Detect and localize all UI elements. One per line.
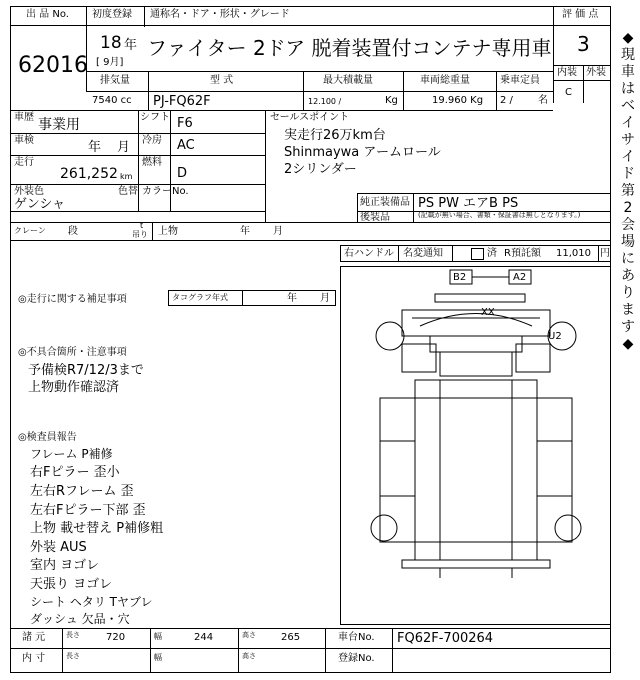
- recycle-value: 11,010: [556, 248, 591, 259]
- capacity: 2 /: [500, 95, 513, 106]
- reg-year-unit: 年: [124, 38, 138, 53]
- tacho-label: タコグラフ年式: [172, 293, 228, 302]
- side-text-char: 第: [621, 183, 635, 199]
- reg-label: 初度登録: [92, 9, 132, 20]
- color-no-label: カラーNo.: [142, 186, 189, 197]
- name-change-label: 名変通知: [403, 248, 443, 259]
- model-name: ファイター 2ドア 脱着装置付コンテナ専用車: [147, 36, 552, 60]
- aftermarket-label: 後装品: [360, 212, 390, 223]
- aftermarket-note: (記載が無い場合、書類・保証書は無しとなります。): [418, 211, 581, 219]
- type-label: 型 式: [210, 75, 234, 86]
- interior-dims-label: 内 寸: [22, 653, 46, 664]
- inspection-label: 車検: [14, 135, 34, 146]
- interior-label: 内装: [557, 67, 577, 78]
- body-label: 上物: [158, 226, 178, 237]
- inspector-line: ダッシュ 欠品・穴: [30, 612, 130, 626]
- side-text-char: サ: [621, 132, 635, 148]
- crane-stage: 段: [68, 226, 78, 237]
- lot-no-label: 出 品 No.: [26, 9, 69, 20]
- gross-weight-label: 車両総重量: [420, 75, 470, 86]
- capacity-unit: 名: [538, 95, 548, 106]
- reg-year: 18: [100, 33, 122, 53]
- inspector-title: ◎検査員報告: [18, 432, 77, 443]
- side-text-char: ◆: [622, 336, 634, 352]
- type: PJ-FQ62F: [153, 94, 211, 109]
- defect-line: 上物動作確認済: [28, 380, 120, 395]
- inspector-line: フレーム P補修: [30, 447, 113, 461]
- equipment-label: 純正装備品: [360, 197, 410, 208]
- in-length-label: 長さ: [66, 652, 80, 660]
- side-text-char: 2: [623, 200, 633, 216]
- sales-line-2: Shinmaywa アームロール: [284, 145, 441, 160]
- gross-weight: 19.960 Kg: [432, 95, 484, 106]
- model-label: 通称名・ドア・形状・グレード: [150, 9, 290, 20]
- recycle-label: R預託額: [504, 248, 541, 259]
- crane-lift: 吊り: [132, 230, 148, 239]
- side-text-char: り: [621, 285, 635, 301]
- shift-label: シフト: [140, 112, 170, 123]
- name-change-done: 済: [487, 248, 497, 259]
- side-text-char: ベ: [621, 98, 635, 114]
- reg-month: [ 9月]: [96, 57, 124, 68]
- mileage: 261,252: [60, 166, 118, 182]
- handle-side: 右ハンドル: [344, 248, 394, 259]
- vehicle-diagram: [340, 266, 611, 625]
- rating-value: 3: [577, 32, 590, 56]
- inspector-line: 上物 載せ替え P補修粗: [30, 521, 164, 536]
- damage-a2: A2: [513, 272, 527, 283]
- reg-no-label: 登録No.: [338, 653, 375, 664]
- capacity-label: 乗車定員: [500, 75, 540, 86]
- fuel: D: [177, 166, 188, 181]
- side-text-char: に: [621, 251, 635, 267]
- crane-label: クレーン: [14, 226, 46, 235]
- damage-u2: U2: [548, 331, 562, 342]
- body-month-unit: 月: [273, 226, 283, 237]
- exterior-label: 外装: [586, 67, 606, 78]
- inspector-line: 外装 AUS: [30, 540, 87, 555]
- mileage-label: 走行: [14, 157, 34, 168]
- sales-line-3: 2シリンダー: [284, 162, 357, 177]
- displacement: 7540 cc: [92, 95, 132, 106]
- fuel-label: 燃料: [142, 157, 162, 168]
- color-change-label: 色替: [118, 186, 138, 197]
- inspector-line: 左右Fピラー下部 歪: [30, 503, 146, 518]
- rating-label: 評 価 点: [562, 9, 599, 20]
- side-text-char: ド: [621, 166, 635, 182]
- length-label: 長さ: [66, 631, 80, 639]
- lot-no: 62016: [18, 53, 88, 78]
- side-text-char: ま: [621, 302, 635, 318]
- tacho-month-unit: 月: [320, 293, 330, 304]
- ext-color-label: 外装色: [14, 186, 44, 197]
- chassis-no: FQ62F-700264: [397, 631, 494, 646]
- dims-label: 諸 元: [22, 632, 46, 643]
- max-load-unit: Kg: [385, 95, 398, 106]
- side-text-char: は: [621, 81, 635, 97]
- chassis-label: 車台No.: [338, 632, 375, 643]
- sales-title: セールスポイント: [270, 112, 350, 123]
- side-text-char: あ: [621, 268, 635, 284]
- inspector-line: シート ヘタリ Tヤブレ: [30, 595, 153, 609]
- defects-title: ◎不具合箇所・注意事項: [18, 347, 127, 358]
- max-load-label: 最大積載量: [323, 75, 373, 86]
- defect-line: 予備検R7/12/3まで: [28, 363, 144, 378]
- side-text-char: 現: [621, 47, 635, 63]
- displacement-label: 排気量: [100, 75, 130, 86]
- interior-grade: C: [565, 87, 572, 98]
- tacho-year-unit: 年: [287, 293, 297, 304]
- height-label: 高さ: [242, 631, 256, 639]
- sales-line-1: 実走行26万km台: [284, 128, 386, 143]
- ext-color: ゲンシャ: [14, 197, 66, 212]
- supplement-title: ◎走行に関する補足事項: [18, 294, 127, 305]
- body-year-unit: 年: [240, 226, 250, 237]
- inspection-year-unit: 年: [88, 140, 102, 155]
- max-load: 12.100 /: [308, 97, 342, 106]
- name-change-checkbox: [471, 248, 484, 260]
- shift: F6: [177, 116, 193, 131]
- side-text-char: ◆: [622, 30, 634, 46]
- damage-b2: B2: [453, 272, 467, 283]
- side-text-char: 車: [621, 64, 635, 80]
- crane-ton-unit: t: [140, 221, 144, 230]
- length: 720: [106, 632, 126, 643]
- width: 244: [194, 632, 214, 643]
- in-width-label: 幅: [154, 653, 162, 662]
- equipment-value: PS PW エアB PS: [418, 196, 519, 211]
- in-height-label: 高さ: [242, 652, 256, 660]
- side-venue-text: [619, 30, 637, 353]
- height: 265: [281, 632, 301, 643]
- inspector-line: 左右Rフレーム 歪: [30, 484, 134, 499]
- damage-xx: XX: [481, 307, 495, 318]
- side-text-char: 会: [621, 217, 635, 233]
- history: 事業用: [38, 117, 80, 133]
- side-text-char: イ: [621, 115, 635, 131]
- side-text-char: イ: [621, 149, 635, 165]
- aircon-label: 冷房: [142, 135, 162, 146]
- side-text-char: す: [621, 319, 635, 335]
- inspector-line: 天張り ヨゴレ: [30, 577, 113, 592]
- aircon: AC: [177, 138, 195, 153]
- inspection-month-unit: 月: [117, 140, 131, 155]
- inspector-line: 室内 ヨゴレ: [30, 558, 100, 573]
- recycle-unit: 円: [600, 248, 610, 259]
- inspector-line: 右Fピラー 歪小: [30, 465, 120, 480]
- history-label: 車歴: [14, 112, 34, 123]
- side-text-char: 場: [621, 234, 635, 250]
- width-label: 幅: [154, 632, 162, 641]
- mileage-unit: km: [120, 172, 133, 181]
